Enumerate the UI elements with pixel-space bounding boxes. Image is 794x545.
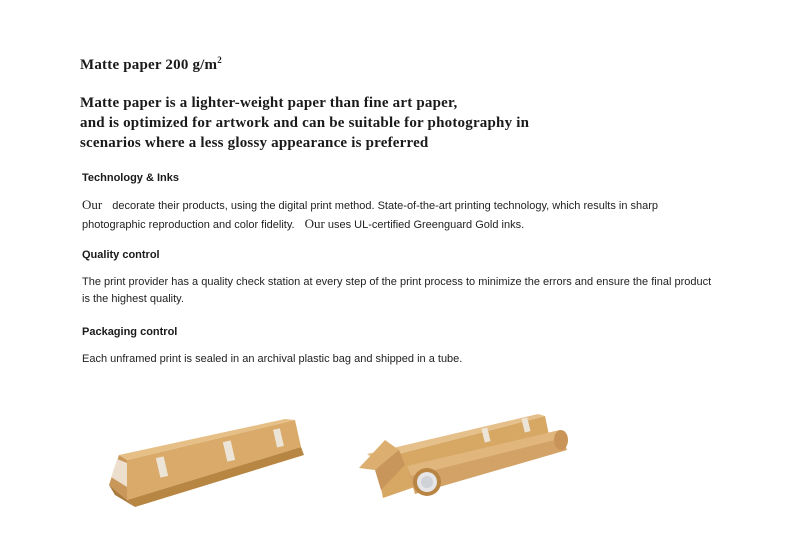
- open-tube-with-roll-image: [355, 410, 575, 502]
- page-subtitle: Matte paper is a lighter-weight paper than fine art paper, and is optimized for artwork and can be suitable for photography in scenarios where a less glossy appearance is preferred: [80, 95, 530, 151]
- technology-heading: Technology & Inks: [82, 172, 179, 184]
- packaging-heading: Packaging control: [82, 326, 178, 338]
- quality-heading: Quality control: [82, 249, 160, 261]
- technology-text: Our decorate their products, using the digital print method. State-of-the-art printing technology, which results in sharp photographic reproduction and color fidelity. Our uses UL-certified Greenguard Gold inks.: [82, 197, 659, 231]
- quality-text: The print provider has a quality check station at every step of the print process to minimize the errors and ensure the final product is the highest quality.: [82, 276, 712, 305]
- triangular-tube-image: [105, 415, 305, 515]
- packaging-text: Each unframed print is sealed in an archival plastic bag and shipped in a tube.: [82, 353, 463, 365]
- page-title: Matte paper 200 $g/m^2$: [80, 55, 222, 73]
